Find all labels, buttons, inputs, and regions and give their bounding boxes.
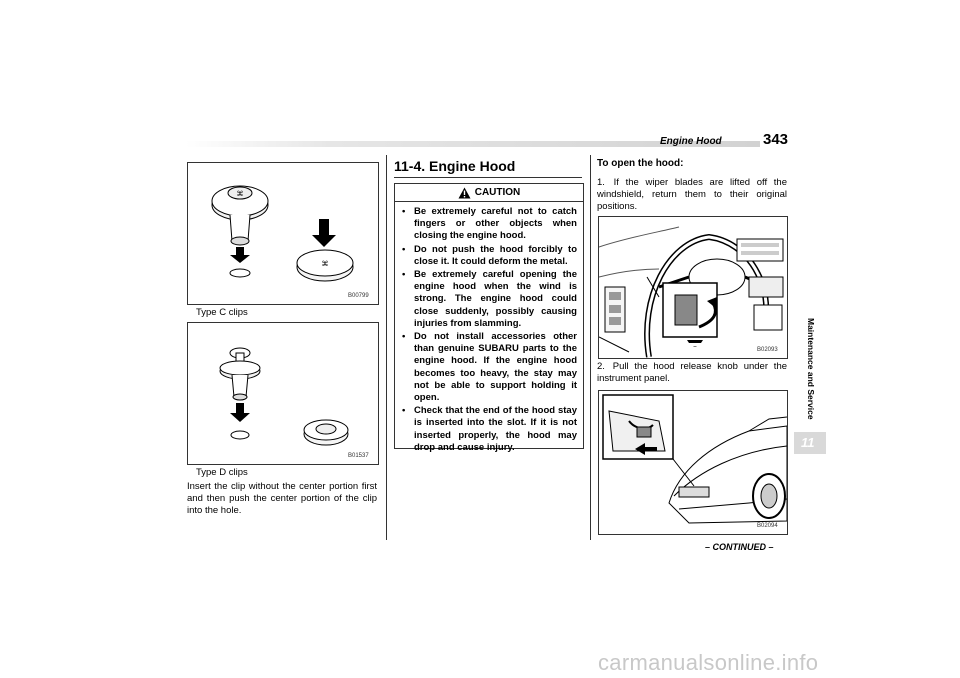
caution-label: CAUTION [474, 187, 521, 198]
bullet-icon: • [402, 243, 406, 255]
figure-hood-release [598, 390, 788, 535]
svg-text:⌘: ⌘ [236, 190, 244, 198]
clip-instruction-paragraph: Insert the clip without the center portion first and then push the center portion of the clip into the hole. [187, 481, 377, 517]
step-text: Pull the hood release knob under the instrument panel. [597, 361, 788, 385]
watermark: carmanualsonline.info [598, 650, 819, 675]
caution-box [394, 183, 584, 453]
figure-code: B00799 [348, 293, 369, 299]
caution-item [401, 331, 577, 404]
column-divider-right [590, 155, 591, 540]
caution-item-text: Do not install accessories other than genuine SUBARU parts to the engine hood. If the engine hood becomes too heavy, the stay may not be able to support holding it open. [414, 331, 577, 404]
caution-item [401, 244, 577, 268]
caution-item-text: Check that the end of the hood stay is inserted into the slot. If it is not inserted properly, the hood may drop and cause injury. [414, 405, 577, 453]
caution-header [395, 184, 583, 202]
section-title-rule [394, 177, 582, 178]
figure-type-d-clips [187, 322, 379, 465]
continued-marker: – CONTINUED – [705, 542, 774, 552]
bullet-icon: • [402, 331, 406, 343]
figure-code: B02094 [757, 523, 778, 529]
svg-text:⌘: ⌘ [321, 260, 329, 268]
dashboard-illustration [599, 217, 787, 358]
step-number: 2. [597, 361, 605, 372]
bullet-icon: • [402, 206, 406, 217]
figure-code: B02093 [757, 347, 778, 353]
warning-icon [458, 187, 471, 199]
car-hood-illustration [599, 391, 787, 534]
caution-list [395, 202, 583, 454]
figure-caption-type-c: Type C clips [196, 307, 248, 318]
caution-item-text: Do not push the hood forcibly to close it. It could deform the metal. [414, 243, 577, 267]
page-number: 343 [763, 131, 789, 148]
step-2 [597, 361, 787, 385]
caution-item [401, 405, 577, 454]
header-section-title: Engine Hood [660, 136, 722, 147]
column-divider-left [386, 155, 387, 540]
chapter-number: 11 [801, 435, 815, 450]
type-d-clip-illustration [188, 323, 378, 464]
step-1 [597, 177, 787, 214]
figure-code: B01537 [348, 453, 369, 459]
figure-caption-type-d: Type D clips [196, 467, 248, 478]
step-text: If the wiper blades are lifted off the windshield, return them to their original positions. [597, 177, 787, 213]
caution-item-text: Be extremely careful opening the engine hood when the wind is strong. The engine hood could close suddenly, possibly causing injuries from slamming. [414, 269, 577, 329]
figure-steering-wheel-area [598, 216, 788, 359]
bullet-icon: • [402, 405, 406, 417]
caution-item [401, 206, 577, 243]
caution-item [401, 269, 577, 330]
step-number: 1. [597, 177, 605, 188]
chapter-tab [794, 432, 826, 454]
procedure-heading: To open the hood: [597, 158, 684, 169]
svg-text:⎯: ⎯ [693, 343, 697, 350]
caution-item-text: Be extremely careful not to catch fingers or other objects when closing the engine hood. [414, 206, 577, 242]
figure-type-c-clips [187, 162, 379, 305]
type-c-clip-illustration [188, 163, 378, 304]
chapter-tab-label: Maintenance and Service [806, 318, 816, 420]
section-title: 11-4. Engine Hood [394, 158, 516, 174]
bullet-icon: • [402, 269, 406, 281]
